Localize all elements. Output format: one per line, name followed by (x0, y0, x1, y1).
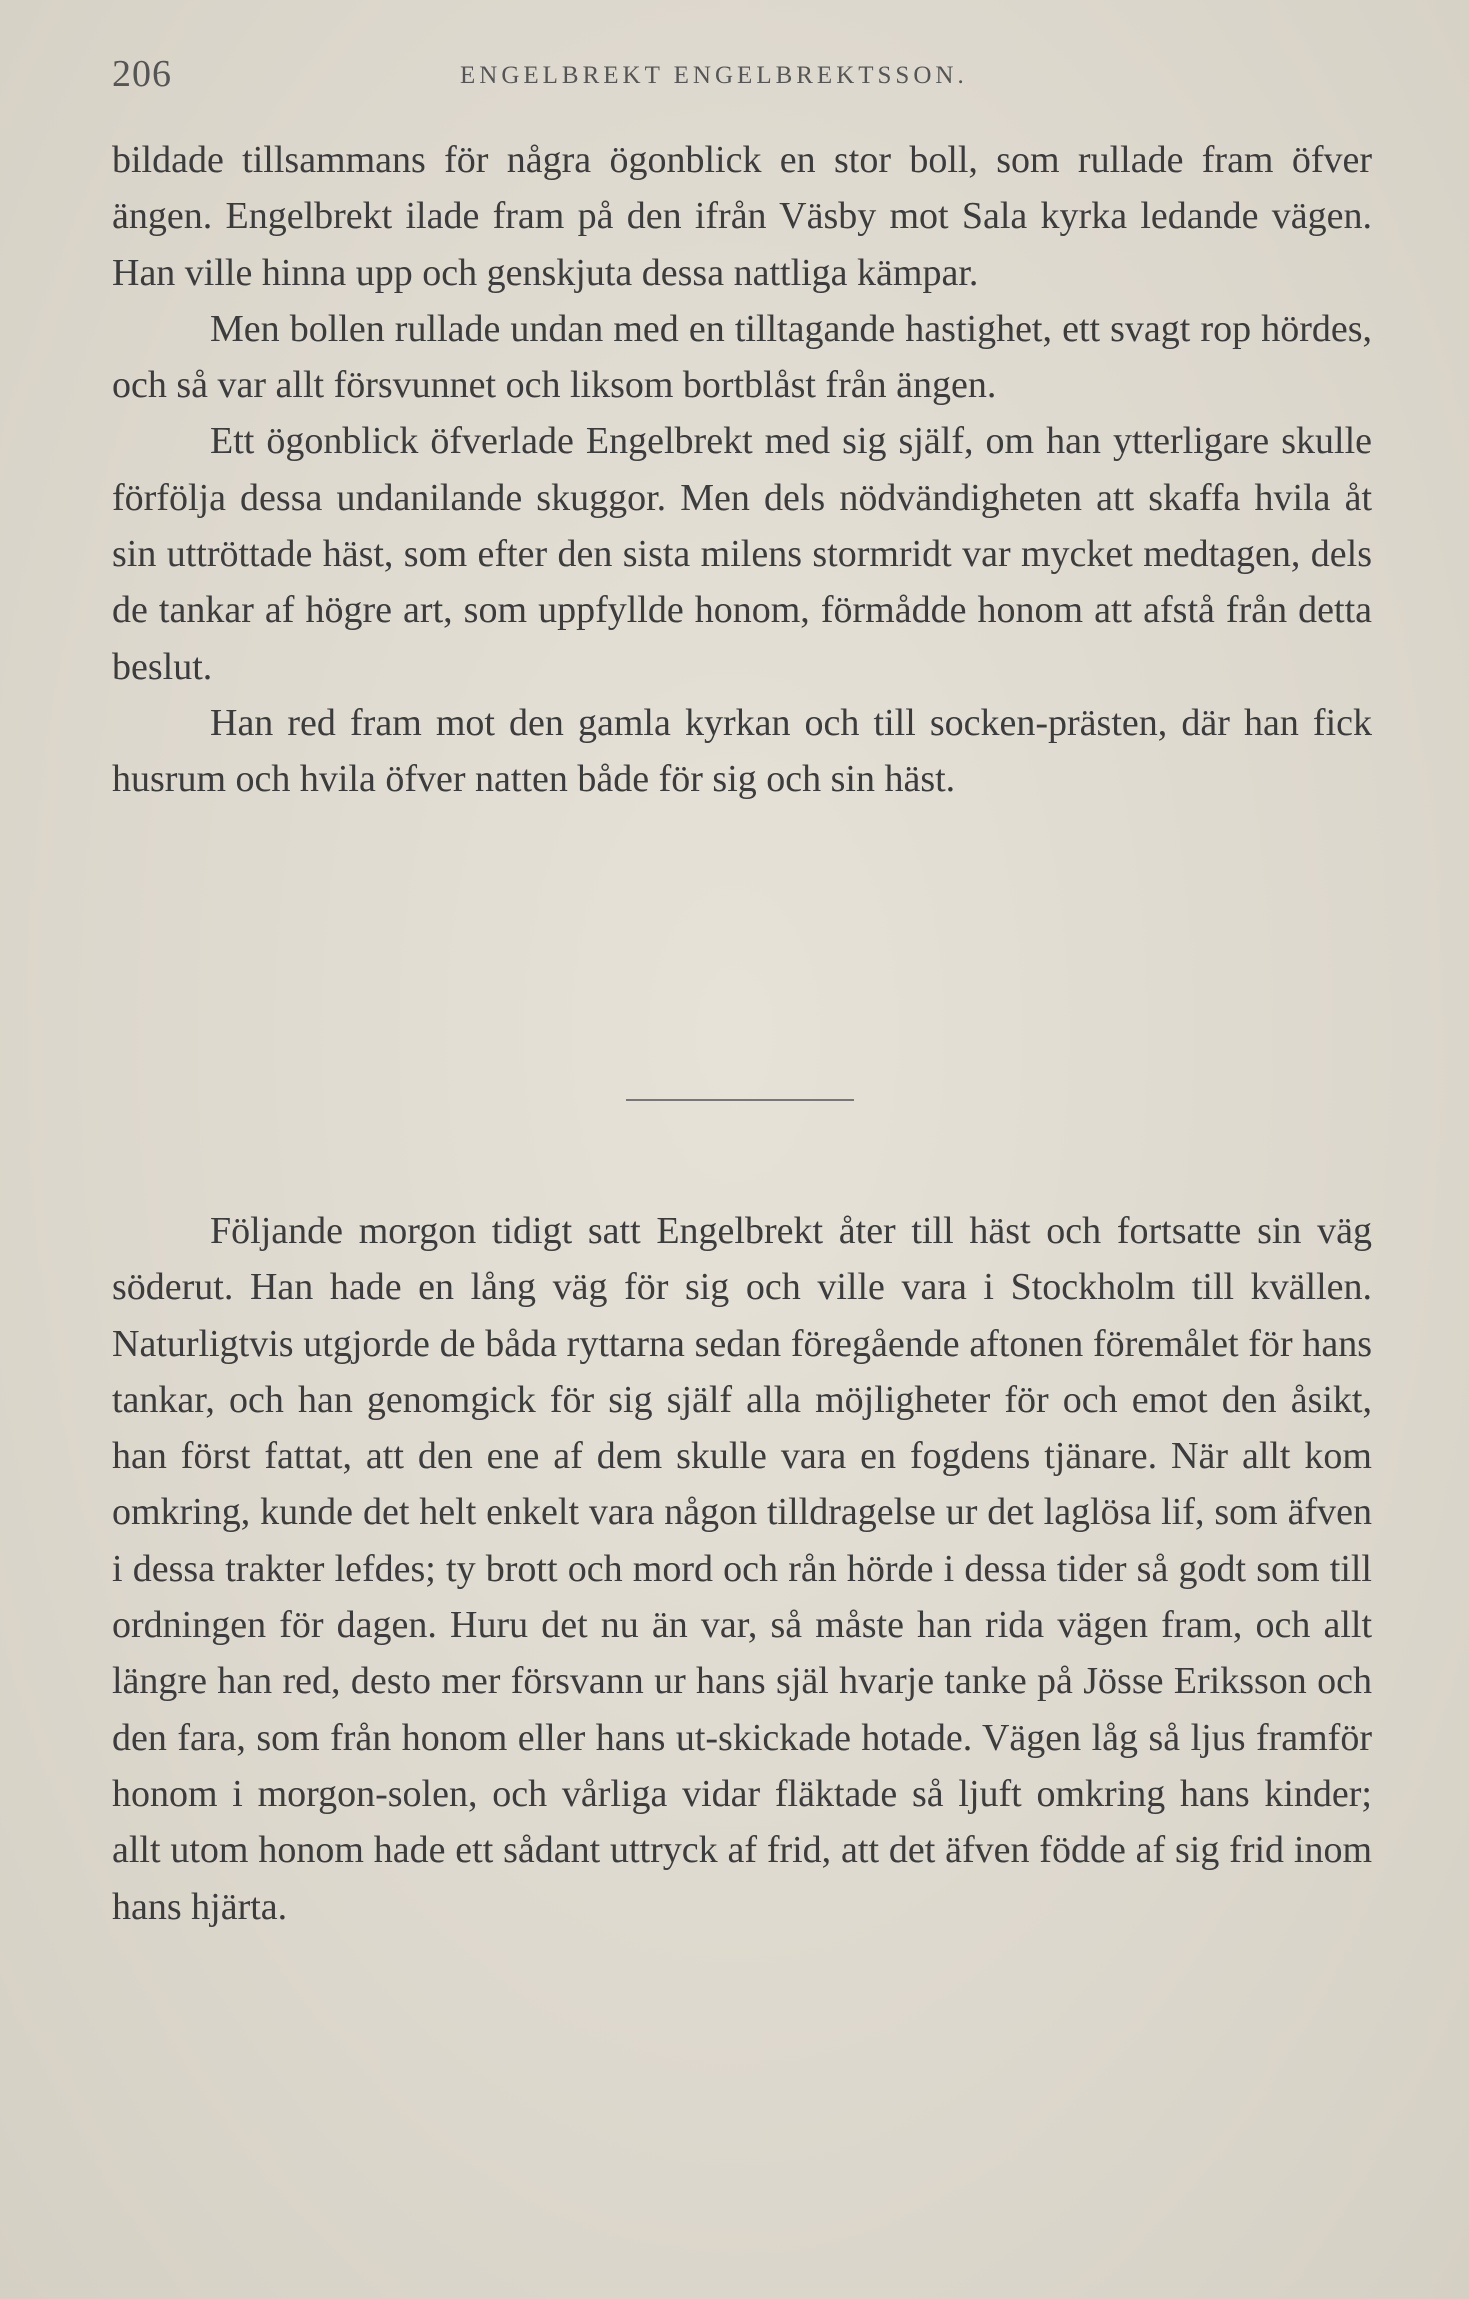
paragraph: bildade tillsammans för några ögonblick en stor boll, som rullade fram öfver ängen. Engelbrekt ilade fram på den ifrån Väsby mot Sala kyrka ledande vägen. Han ville hinna upp och genskjuta dessa nattliga kämpar. (112, 139, 1372, 294)
page-number: 206 (112, 53, 172, 95)
paragraph: Ett ögonblick öfverlade Engelbrekt med sig själf, om han ytterligare skulle förfölja dessa undanilande skuggor. Men dels nödvändigheten att skaffa hvila åt sin uttröttade häst, som efter den sista milens stormridt var mycket medtagen, dels de tankar af högre art, som uppfyllde honom, förmådde honom att afstå från detta beslut. (112, 420, 1372, 688)
paragraph: Men bollen rullade undan med en tilltagande hastighet, ett svagt rop hördes, och så var allt försvunnet och liksom bortblåst från ängen. (112, 307, 1372, 407)
page-header (112, 52, 1372, 102)
section-1-text (112, 132, 1372, 808)
section-2-text (112, 1203, 1372, 1935)
section-separator-rule (626, 1099, 854, 1101)
paragraph: Följande morgon tidigt satt Engelbrekt åter till häst och fortsatte sin väg söderut. Han hade en lång väg för sig och ville vara i Stockholm till kvällen. Naturligtvis utgjorde de båda ryttarna sedan föregående aftonen föremålet för hans tankar, och han genomgick för sig själf alla möjligheter för och emot den åsikt, han först fattat, att den ene af dem skulle vara en fogdens tjänare. När allt kom omkring, kunde det helt enkelt vara någon tilldragelse ur det laglösa lif, som äfven i dessa trakter lefdes; ty brott och mord och rån hörde i dessa tider så godt som till ordningen för dagen. Huru det nu än var, så måste han rida vägen fram, och allt längre han red, desto mer försvann ur hans själ hvarje tanke på Jösse Eriksson och den fara, som från honom eller hans ut-skickade hotade. Vägen låg så ljus framför honom i morgon-solen, och vårliga vidar fläktade så ljuft omkring hans kinder; allt utom honom hade ett sådant uttryck af frid, att det äfven födde af sig frid inom hans hjärta. (112, 1210, 1372, 1928)
paragraph: Han red fram mot den gamla kyrkan och till socken-prästen, där han fick husrum och hvila öfver natten både för sig och sin häst. (112, 701, 1372, 801)
running-head: ENGELBREKT ENGELBREKTSSON. (460, 62, 968, 89)
